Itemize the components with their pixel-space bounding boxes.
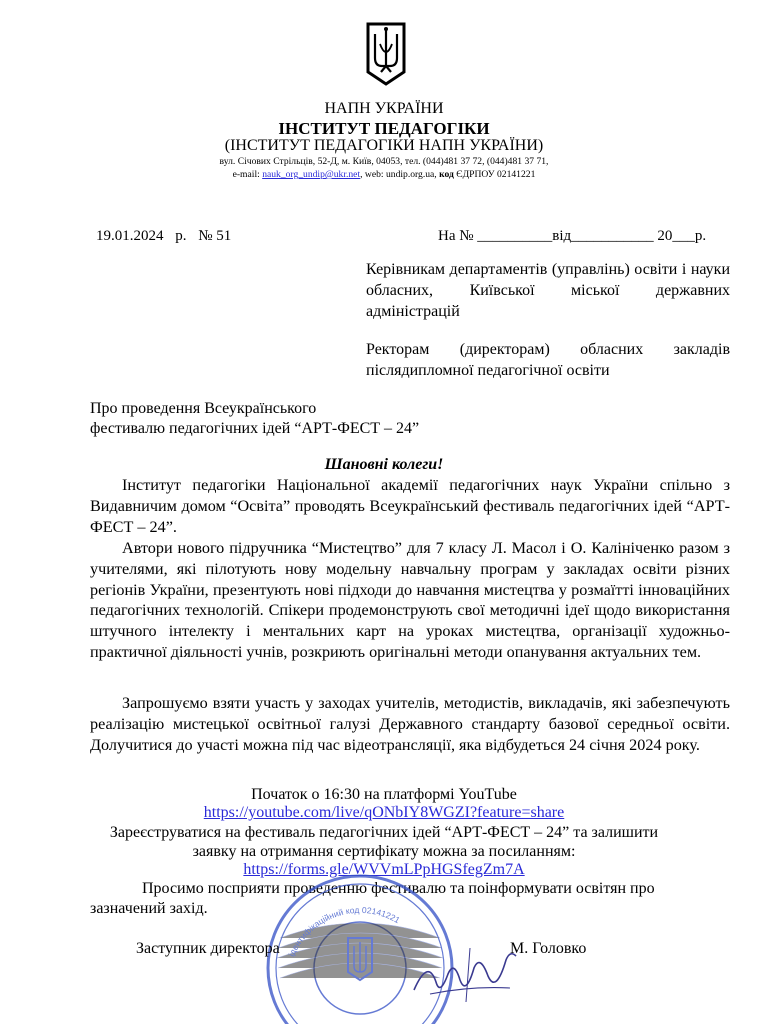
org-line-full-name: (ІНСТИТУТ ПЕДАГОГІКИ НАПН УКРАЇНИ): [224, 137, 544, 154]
registration-year-mark: р.: [175, 228, 187, 244]
recipient-departments: Керівникам департаментів (управлінь) освіти і науки обласних, Київської міської державних адміністрацій: [366, 261, 730, 320]
registration-info: [96, 228, 239, 245]
stamp-text: ідентифікаційний код 02141221: [286, 904, 402, 958]
signer-title: Заступник директора: [136, 940, 280, 957]
subject-line-2: фестивалю педагогічних ідей “АРТ-ФЕСТ – 24”: [90, 420, 420, 437]
register-line-1: Зареєструватися на фестиваль педагогічних ідей “АРТ-ФЕСТ – 24” та залишити: [109, 824, 659, 841]
org-line-institute: ІНСТИТУТ ПЕДАГОГІКИ: [278, 119, 490, 138]
start-time: Початок о 16:30 на платформі YouTube: [251, 786, 517, 803]
handwritten-signature: [410, 938, 520, 1008]
edrpou: ЄДРПОУ 02141221: [453, 169, 536, 180]
org-contacts: [0, 169, 768, 180]
code-label: код: [439, 169, 454, 180]
email-prefix: e-mail:: [232, 169, 263, 180]
web-prefix: , web: undip.org.ua,: [360, 169, 440, 180]
register-line-2: заявку на отримання сертифікату можна за посиланням:: [192, 843, 576, 860]
org-address: вул. Січових Стрільців, 52-Д, м. Київ, 04053, тел. (044)481 37 72, (044)481 37 71,: [219, 156, 549, 167]
registration-number: № 51: [198, 228, 232, 244]
signer-name: М. Головко: [510, 940, 587, 957]
closing-text: Просимо посприяти проведенню фестивалю та поінформувати освітян про зазначений захід.: [90, 880, 655, 917]
recipient-rectors: Ректорам (директорам) обласних закладів післядипломної педагогічної освіти: [366, 341, 730, 379]
reference-number: На № __________від___________ 20___р.: [438, 228, 707, 244]
paragraph-text: Інститут педагогіки Національної академії педагогічних наук України спільно з Видавничим домом “Освіта” проводять Всеукраїнський фестиваль педагогічних ідей “АРТ-ФЕСТ – 24”.: [90, 476, 730, 536]
registration-date: 19.01.2024: [96, 228, 164, 244]
greeting: Шановні колеги!: [324, 456, 444, 473]
org-line-napn: НАПН УКРАЇНИ: [324, 100, 444, 117]
letter-subject: [90, 399, 510, 439]
trident-emblem-icon: [364, 20, 408, 88]
body-paragraph: [90, 475, 730, 537]
email-link[interactable]: nauk_org_undip@ukr.net: [262, 169, 361, 180]
form-link[interactable]: https://forms.gle/WVVmLPpHGSfegZm7A: [243, 861, 525, 878]
body-paragraph: [90, 538, 730, 663]
subject-line-1: Про проведення Всеукраїнського: [90, 400, 317, 417]
paragraph-text: Автори нового підручника “Мистецтво” для 7 класу Л. Масол і О. Калініченко разом з учителями, які пілотують нову модельну навчальну програм у закладах освіти різних регіонів України, презентують нові підходи до навчання мистецтва у розмаїтті інноваційних педагогічних технологій. Спікери продемонструють свої методичні ідеї щодо використання штучного інтелекту і ментальних карт на уроках мистецтва, організації художньо-практичної діяльності учнів, розкриють оригінальні методи опанування актуальних тем.: [90, 539, 730, 661]
youtube-link[interactable]: https://youtube.com/live/qONbIY8WGZI?feature=share: [203, 804, 565, 821]
body-paragraph: [90, 693, 730, 755]
paragraph-text: Запрошуємо взяти участь у заходах учителів, методистів, викладачів, які забезпечують реалізацію мистецької освітньої галузі Державного стандарту базової середньої освіти. Долучитися до участі можна під час відеотрансляції, яка відбудеться 24 січня 2024 року.: [90, 694, 730, 754]
